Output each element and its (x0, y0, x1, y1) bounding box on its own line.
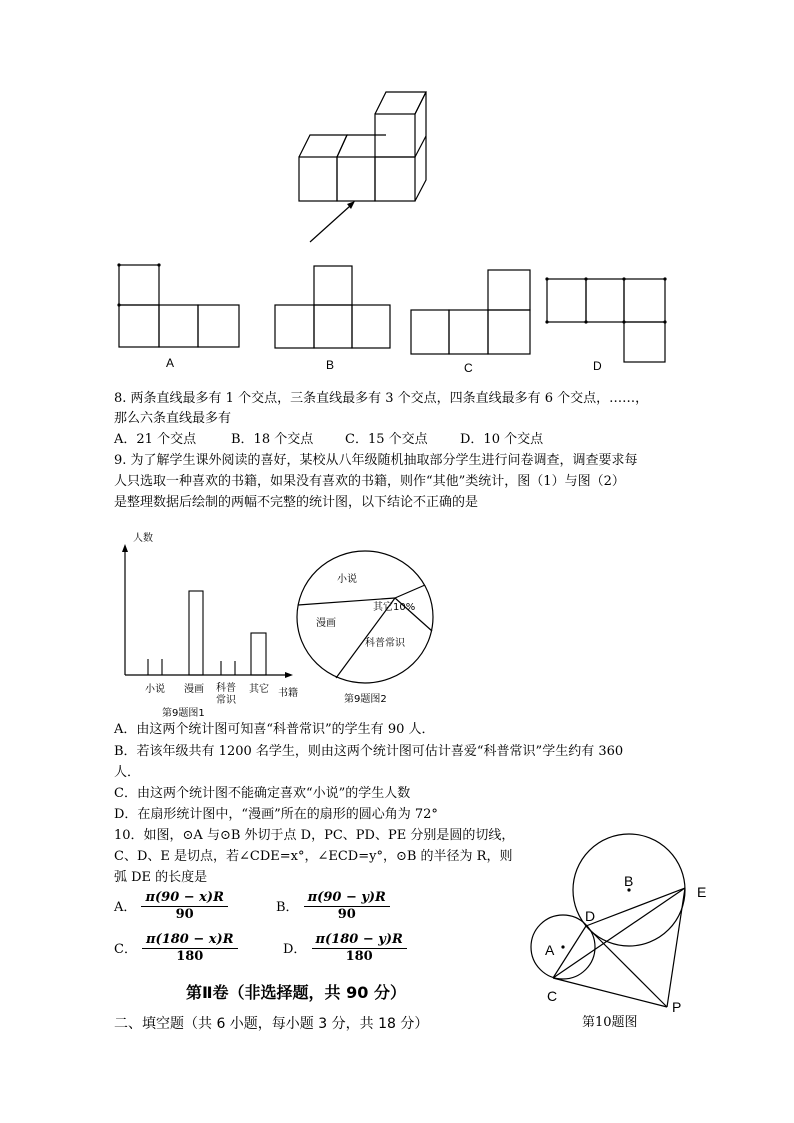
q10-option-c-fraction (142, 932, 237, 965)
q10-option-a-numerator: π(90 − x)R (141, 890, 227, 907)
q10-option-d-fraction (312, 932, 407, 965)
q8-option-b: B．18 个交点 (231, 432, 314, 447)
view-options-figure (0, 255, 794, 380)
q10-option-d-label: D． (283, 942, 307, 957)
bar-tick-science-1: 科普 (216, 683, 236, 694)
segment-de (586, 888, 685, 926)
q10-option-c (114, 932, 238, 965)
q10-option-a (114, 890, 228, 923)
q10-line2: C、D、E 是切点，若∠CDE=x°，∠ECD=y°，⊙B 的半径为 R，则 (114, 849, 513, 864)
bar-tick-comics: 漫画 (184, 684, 204, 695)
bar-tick-other: 其它 (249, 684, 269, 695)
q10-option-a-denominator: 90 (175, 907, 194, 922)
q10-figure-caption: 第10题图 (582, 1015, 638, 1030)
q9-option-a: A．由这两个统计图可知喜“科普常识”的学生有 90 人． (114, 722, 435, 737)
q8-line1: 8. 两条直线最多有 1 个交点，三条直线最多有 3 个交点，四条直线最多有 6 个交点，……， (114, 391, 649, 406)
bar-other (251, 633, 266, 675)
q10-option-c-label: C． (114, 942, 137, 957)
q10-option-a-label: A． (114, 900, 137, 915)
q8-line2: 那么六条直线最多有 (114, 411, 232, 426)
bar-comics (189, 591, 203, 675)
q10-option-d (283, 932, 407, 965)
segment-pc (553, 978, 667, 1007)
point-e-label: E (697, 884, 707, 900)
bar-tick-science-2: 常识 (216, 695, 236, 706)
bar-tick-novel: 小说 (145, 684, 165, 695)
q8-option-c: C．15 个交点 (345, 432, 428, 447)
q9-option-b-line2: 人． (114, 765, 141, 780)
pie-chart (290, 545, 450, 695)
q10-option-b (276, 890, 390, 923)
section2-fill-in-heading: 二、填空题（共 6 小题，每小题 3 分，共 18 分） (114, 1016, 429, 1032)
bar-chart-ylabel: 人数 (133, 533, 153, 544)
q10-line3: 弧 DE 的长度是 (114, 870, 208, 885)
y-axis-arrow (122, 544, 128, 552)
point-c-label: C (547, 988, 558, 1004)
q10-line1: 10．如图，⊙A 与⊙B 外切于点 D，PC、PD、PE 分别是圆的切线， (114, 828, 515, 843)
cube-solid-figure (0, 0, 794, 250)
q10-option-b-fraction (304, 890, 390, 923)
view-option-b-label: B (326, 358, 335, 372)
pie-label-science: 科普常识 (365, 638, 405, 649)
segment-cd (553, 926, 586, 978)
bar-chart-xlabel: 书籍 (278, 688, 298, 699)
q10-option-c-numerator: π(180 − x)R (142, 932, 237, 949)
q10-option-c-denominator: 180 (176, 949, 204, 964)
q9-option-d: D．在扇形统计图中，“漫画”所在的扇形的圆心角为 72° (114, 807, 438, 822)
q9-line1: 9. 为了解学生课外阅读的喜好，某校从八年级随机抽取部分学生进行问卷调查，调查要求每 (114, 453, 638, 468)
view-option-d-label: D (593, 359, 602, 373)
bar-chart-caption: 第9题图1 (162, 708, 205, 719)
q8-option-d: D．10 个交点 (460, 432, 544, 447)
q9-line2: 人只选取一种喜欢的书籍，如果没有喜欢的书籍，则作“其他”类统计，图（1）与图（2） (114, 474, 625, 489)
pie-label-novel: 小说 (337, 574, 357, 585)
pie-chart-caption: 第9题图2 (344, 694, 387, 705)
point-b-label: B (624, 873, 634, 889)
view-option-c-label: C (464, 361, 473, 375)
q9-line3: 是整理数据后绘制的两幅不完整的统计图，以下结论不正确的是 (114, 495, 479, 510)
segment-pd (586, 926, 667, 1007)
q9-option-b-line1: B．若该年级共有 1200 名学生，则由这两个统计图可估计喜爱“科普常识”学生约有 360 (114, 744, 624, 759)
point-p-label: P (672, 999, 682, 1015)
segment-pe (667, 888, 685, 1007)
q10-option-d-denominator: 180 (345, 949, 373, 964)
point-d-label: D (585, 908, 596, 924)
pie-divider-other-top (395, 585, 425, 598)
q9-option-c: C．由这两个统计图不能确定喜欢“小说”的学生人数 (114, 786, 411, 801)
q8-option-a: A．21 个交点 (114, 432, 197, 447)
point-a-label: A (545, 942, 555, 958)
center-a-dot (561, 945, 564, 948)
view-option-a-label: A (166, 356, 175, 370)
pie-label-other: 其它10% (373, 602, 416, 613)
q10-option-b-denominator: 90 (337, 907, 356, 922)
pie-label-comics: 漫画 (316, 618, 336, 629)
q10-option-d-numerator: π(180 − y)R (312, 932, 407, 949)
q10-option-b-numerator: π(90 − y)R (304, 890, 390, 907)
section2-title: 第Ⅱ卷（非选择题，共 90 分） (186, 983, 406, 1002)
q10-option-b-label: B． (276, 900, 299, 915)
q10-option-a-fraction (141, 890, 227, 923)
